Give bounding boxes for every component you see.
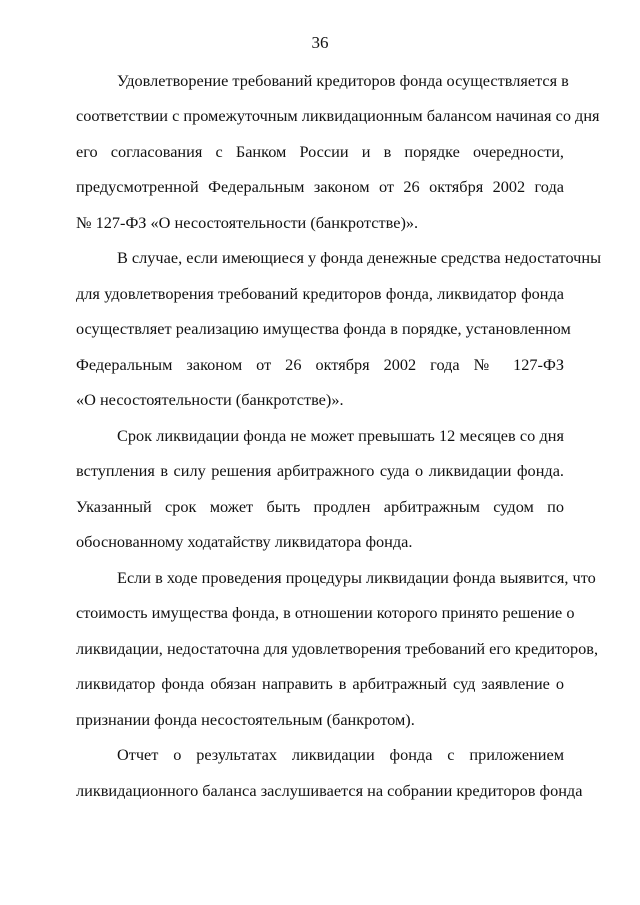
page-number: 36: [311, 33, 329, 52]
text-line: вступления в силу решения арбитражного суда о ликвидации фонда.: [76, 461, 564, 480]
text-line: В случае, если имеющиеся у фонда денежные средства недостаточны: [117, 248, 602, 267]
text-line: осуществляет реализацию имущества фонда в порядке, установленном: [76, 319, 571, 338]
text-line: соответствии с промежуточным ликвидационным балансом начиная со дня: [76, 106, 600, 125]
text-line: ликвидационного баланса заслушивается на собрании кредиторов фонда: [76, 781, 583, 800]
text-line: «О несостоятельности (банкротстве)».: [76, 390, 344, 409]
text-line: ликвидатор фонда обязан направить в арбитражный суд заявление о: [76, 674, 564, 693]
text-line: признании фонда несостоятельным (банкротом).: [76, 710, 415, 729]
text-line: для удовлетворения требований кредиторов фонда, ликвидатор фонда: [76, 284, 564, 303]
text-line: предусмотренной Федеральным законом от 26 октября 2002 года: [76, 177, 564, 196]
text-line: Отчет о результатах ликвидации фонда с приложением: [117, 745, 564, 764]
text-line: № 127-ФЗ «О несостоятельности (банкротстве)».: [76, 213, 419, 232]
text-line: ликвидации, недостаточна для удовлетворения требований его кредиторов,: [76, 639, 599, 658]
text-line: Если в ходе проведения процедуры ликвидации фонда выявится, что: [117, 568, 596, 587]
text-line: обоснованному ходатайству ликвидатора фонда.: [76, 532, 413, 551]
text-line: стоимость имущества фонда, в отношении которого принято решение о: [76, 603, 575, 622]
text-line: Удовлетворение требований кредиторов фонда осуществляется в: [117, 71, 569, 90]
text-line: Федеральным законом от 26 октября 2002 года № 127-ФЗ: [76, 355, 564, 374]
text-line: его согласования с Банком России и в порядке очередности,: [76, 142, 564, 161]
text-line: Срок ликвидации фонда не может превышать 12 месяцев со дня: [117, 426, 564, 445]
text-line: Указанный срок может быть продлен арбитражным судом по: [76, 497, 564, 516]
